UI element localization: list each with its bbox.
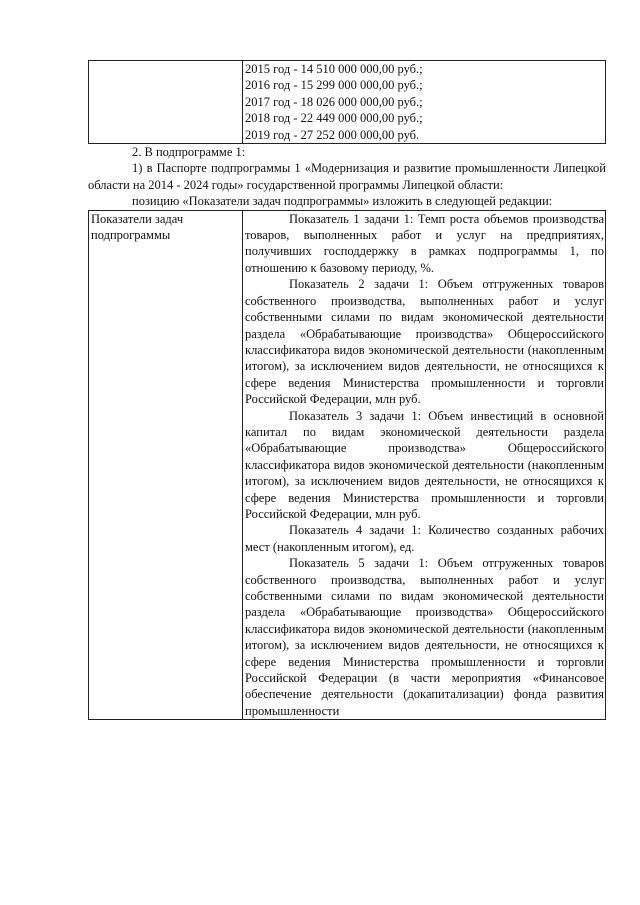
position-paragraph: позицию «Показатели задач подпрограммы» изложить в следующей редакции: <box>132 194 553 209</box>
indicator-item: Показатель 1 задачи 1: Темп роста объемов производства товаров, выполненных работ и услуг на предприятиях, получивших господдержку в рамках подпрограммы 1, по отношению к базовому периоду, %. <box>245 211 604 275</box>
financing-label-cell <box>89 61 243 144</box>
indicators-row <box>89 210 606 720</box>
indicator-item: Показатель 2 задачи 1: Объем отгруженных товаров собственного производства, выполненных работ и услуг собственными силами по видам экономической деятельности раздела «Обрабатывающие производства» Общероссийского классификатора видов экономической деятельности (накопленным итогом), за исключением видов деятельности, не относящихся к сфере ведения Министерства промышленности и торговли Российской Федерации, млн руб. <box>245 277 604 407</box>
financing-year-line: 2016 год - 15 299 000 000,00 руб.; <box>245 78 423 93</box>
financing-row <box>89 61 606 144</box>
indicators-content-cell <box>243 210 606 720</box>
indicator-item: Показатель 3 задачи 1: Объем инвестиций в основной капитал по видам экономической деятельности раздела «Обрабатывающие производства» Общероссийского классификатора видов экономической деятельности (накопленным итогом), за исключением видов деятельности, не относящихся к сфере ведения Министерства промышленности и торговли Российской Федерации, млн руб. <box>245 408 604 521</box>
financing-table <box>88 60 606 144</box>
financing-year-line: 2015 год - 14 510 000 000,00 руб.; <box>245 62 423 76</box>
passport-paragraph: 1) в Паспорте подпрограммы 1 «Модернизация и развитие промышленности Липецкой области на 2014 - 2024 годы» государственной программы Липецкой области: <box>88 161 606 192</box>
indicators-label-cell <box>89 210 243 720</box>
indicators-table <box>88 210 606 721</box>
financing-year-line: 2017 год - 18 026 000 000,00 руб.; <box>245 94 423 109</box>
indicator-item: Показатель 5 задачи 1: Объем отгруженных товаров собственного производства, выполненных работ и услуг собственными силами по видам экономической деятельности раздела «Обрабатывающие производства» Общероссийского классификатора видов экономической деятельности (накопленным итогом), за исключением видов деятельности, не относящихся к сфере ведения Министерства промышленности и торговли Российской Федерации (в части мероприятия «Финансовое обеспечение деятельности (докапитализации) фонда развития промышленности <box>245 556 604 718</box>
indicators-label: Показатели задач подпрограммы <box>91 211 184 243</box>
financing-year-line: 2019 год - 27 252 000 000,00 руб. <box>245 127 420 142</box>
financing-year-line: 2018 год - 22 449 000 000,00 руб.; <box>245 111 423 126</box>
document-page <box>88 60 606 720</box>
financing-values-cell <box>243 61 606 144</box>
indicator-item: Показатель 4 задачи 1: Количество созданных рабочих мест (накопленным итогом), ед. <box>245 523 604 554</box>
section-heading: 2. В подпрограмме 1: <box>132 145 246 160</box>
